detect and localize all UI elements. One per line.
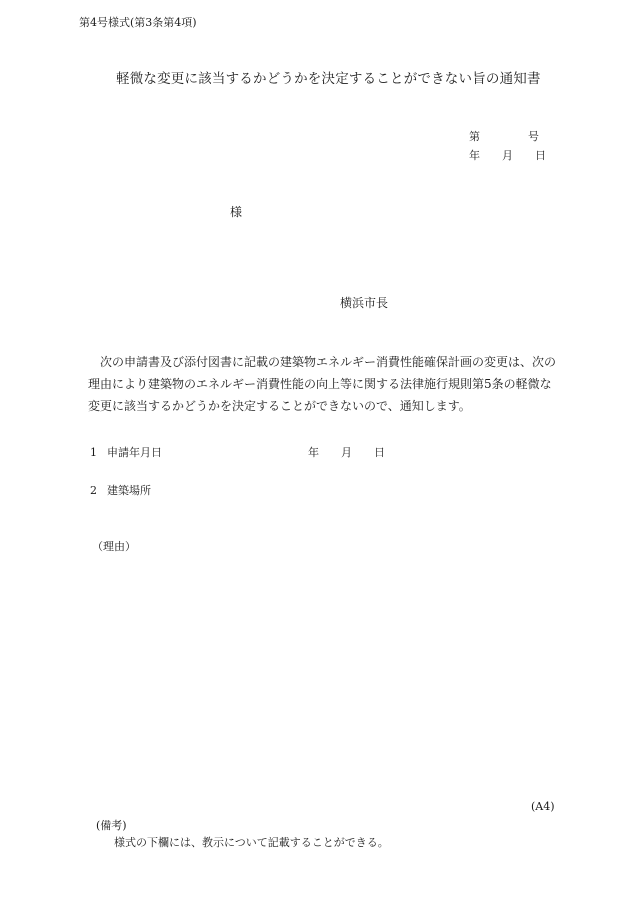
document-title: 軽微な変更に該当するかどうかを決定することができない旨の通知書 (116, 71, 541, 87)
notice-body (88, 351, 557, 417)
number-prefix: 第 (469, 130, 480, 143)
item-number: 1 (90, 446, 97, 459)
application-day: 日 (374, 446, 385, 459)
number-suffix: 号 (528, 130, 539, 143)
document-date (469, 150, 546, 161)
remarks-label: (備考) (96, 819, 127, 832)
paper-size: (A4) (531, 800, 555, 813)
document-number (469, 131, 539, 142)
remarks-text: 様式の下欄には、教示について記載することができる。 (114, 836, 389, 849)
item-number: 2 (90, 484, 97, 497)
item-label: 建築場所 (107, 484, 151, 497)
date-month: 月 (502, 149, 513, 162)
application-date (308, 447, 385, 458)
body-line: 変更に該当するかどうかを決定することができないので、通知します。 (88, 399, 471, 413)
body-line: 次の申請書及び添付図書に記載の建築物エネルギー消費性能確保計画の変更は、次の (88, 355, 557, 369)
addressee-suffix: 様 (230, 205, 243, 219)
issuer: 横浜市長 (340, 296, 389, 310)
date-day: 日 (535, 149, 546, 162)
application-year: 年 (308, 446, 319, 459)
item-label: 申請年月日 (107, 446, 162, 459)
form-label: 第4号様式(第3条第4項) (79, 16, 197, 29)
body-line: 理由により建築物のエネルギー消費性能の向上等に関する法律施行規則第5条の軽微な (88, 377, 552, 391)
reason-label: （理由） (92, 540, 136, 553)
date-year: 年 (469, 149, 480, 162)
application-month: 月 (341, 446, 352, 459)
